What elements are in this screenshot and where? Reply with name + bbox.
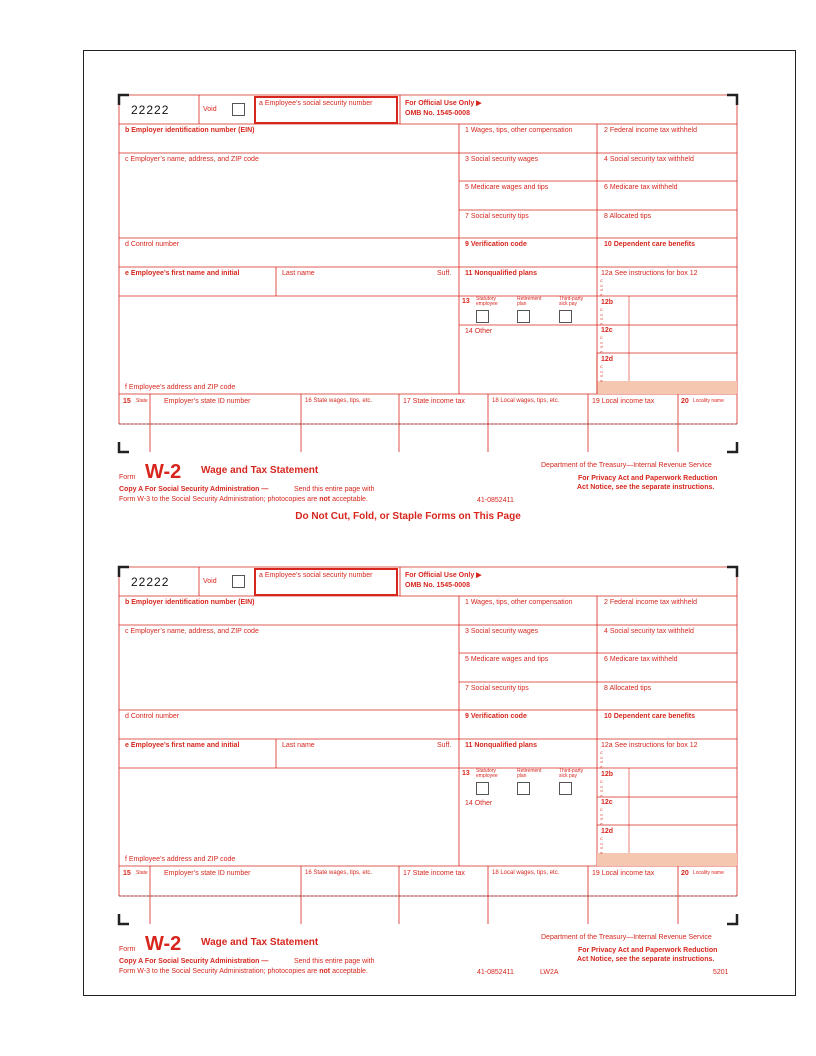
box13-label: 13 — [462, 298, 470, 305]
ssn-label: a Employee’s social security number — [259, 100, 373, 107]
ein-label[interactable]: b Employer identification number (EIN) — [125, 599, 255, 606]
instructions-not: not — [319, 968, 331, 975]
box14-label[interactable]: 14 Other — [465, 800, 493, 807]
instructions-post: acceptable. — [332, 496, 368, 503]
box12d-label[interactable]: 12d — [601, 356, 614, 363]
box20-number: 20 — [681, 398, 689, 405]
box7-label[interactable]: 7 Social security tips — [465, 685, 529, 692]
box15-state-label[interactable]: State — [136, 398, 148, 404]
thirdparty-checkbox[interactable] — [559, 782, 572, 795]
box12d-label[interactable]: 12d — [601, 828, 614, 835]
form-word: Form — [119, 946, 136, 953]
box5-label[interactable]: 5 Medicare wages and tips — [465, 656, 549, 663]
send-text: Send this entire page with — [294, 958, 375, 965]
box4-label[interactable]: 4 Social security tax withheld — [604, 628, 694, 635]
box12b-label[interactable]: 12b — [601, 299, 614, 306]
retirement-label: Retirement plan — [517, 768, 542, 780]
box15-state-label[interactable]: State — [136, 870, 148, 876]
official-use-label: For Official Use Only ▶ — [405, 572, 482, 579]
omb-number: OMB No. 1545-0008 — [405, 110, 470, 117]
box12c-label[interactable]: 12c — [601, 799, 613, 806]
box7-label[interactable]: 7 Social security tips — [465, 213, 529, 220]
w2-form-copy-top — [119, 95, 737, 435]
omb-number: OMB No. 1545-0008 — [405, 582, 470, 589]
code-vertical-label: C o d e — [600, 836, 603, 855]
box10-label[interactable]: 10 Dependent care benefits — [604, 241, 696, 248]
copy-a-label: Copy A For Social Security Administration — — [119, 486, 269, 493]
void-label: Void — [203, 106, 217, 113]
instructions-post: acceptable. — [332, 968, 368, 975]
control-number-label[interactable]: d Control number — [125, 713, 180, 720]
catalog-number: 41-0852411 — [477, 969, 514, 976]
box16-label[interactable]: 16 State wages, tips, etc. — [305, 398, 373, 404]
privacy-notice-2: Act Notice, see the separate instructions. — [577, 956, 715, 963]
box5-label[interactable]: 5 Medicare wages and tips — [465, 184, 549, 191]
box11-label[interactable]: 11 Nonqualified plans — [465, 270, 537, 277]
box17-label[interactable]: 17 State income tax — [403, 398, 465, 405]
employer-label[interactable]: c Employer’s name, address, and ZIP code — [125, 156, 259, 163]
w2-title: W-2 — [145, 933, 182, 955]
wage-tax-title: Wage and Tax Statement — [201, 465, 319, 476]
box15-number: 15 — [123, 870, 131, 877]
statutory-checkbox[interactable] — [476, 782, 489, 795]
box16-label[interactable]: 16 State wages, tips, etc. — [305, 870, 373, 876]
box20-locality-label[interactable]: Locality name — [693, 870, 724, 876]
catalog-number: 41-0852411 — [477, 497, 514, 504]
box3-label[interactable]: 3 Social security wages — [465, 156, 539, 163]
box20-number: 20 — [681, 870, 689, 877]
privacy-notice-1: For Privacy Act and Paperwork Reduction — [578, 475, 718, 482]
last-name-label[interactable]: Last name — [282, 742, 315, 749]
box20-locality-label[interactable]: Locality name — [693, 398, 724, 404]
box9-label[interactable]: 9 Verification code — [465, 241, 527, 248]
code-vertical-label: C o d e — [600, 307, 603, 326]
retirement-checkbox[interactable] — [517, 310, 530, 323]
retirement-label: Retirement plan — [517, 296, 542, 308]
box8-label[interactable]: 8 Allocated tips — [604, 213, 652, 220]
box12c-label[interactable]: 12c — [601, 327, 613, 334]
dept-treasury: Department of the Treasury—Internal Revenue Service — [541, 462, 712, 469]
ssn-label: a Employee’s social security number — [259, 572, 373, 579]
employee-first-name-label[interactable]: e Employee’s first name and initial — [125, 270, 240, 277]
w2-form-copy-bottom — [119, 567, 737, 907]
box4-label[interactable]: 4 Social security tax withheld — [604, 156, 694, 163]
statutory-label: Statutory employee — [476, 768, 498, 780]
box10-label[interactable]: 10 Dependent care benefits — [604, 713, 696, 720]
box1-label[interactable]: 1 Wages, tips, other compensation — [465, 599, 573, 606]
box19-label[interactable]: 19 Local income tax — [592, 398, 655, 405]
do-not-cut-notice: Do Not Cut, Fold, or Staple Forms on This Page — [295, 511, 521, 522]
box1-label[interactable]: 1 Wages, tips, other compensation — [465, 127, 573, 134]
box8-label[interactable]: 8 Allocated tips — [604, 685, 652, 692]
official-use-label: For Official Use Only ▶ — [405, 100, 482, 107]
code-vertical-label: C o d e — [600, 807, 603, 826]
instructions-line — [119, 496, 368, 503]
box18-label[interactable]: 18 Local wages, tips, etc. — [492, 398, 560, 404]
privacy-notice-2: Act Notice, see the separate instructions. — [577, 484, 715, 491]
dept-treasury: Department of the Treasury—Internal Revenue Service — [541, 934, 712, 941]
box6-label[interactable]: 6 Medicare tax withheld — [604, 184, 678, 191]
employee-first-name-label[interactable]: e Employee’s first name and initial — [125, 742, 240, 749]
suffix-label[interactable]: Suff. — [437, 270, 452, 277]
retirement-checkbox[interactable] — [517, 782, 530, 795]
form-code: 22222 — [131, 575, 170, 589]
code-vertical-label: C o d e — [600, 364, 603, 383]
thirdparty-checkbox[interactable] — [559, 310, 572, 323]
box19-label[interactable]: 19 Local income tax — [592, 870, 655, 877]
employee-address-label[interactable]: f Employee’s address and ZIP code — [125, 856, 236, 863]
lw2a-code: LW2A — [540, 969, 559, 976]
form-word: Form — [119, 474, 136, 481]
instructions-not: not — [319, 496, 331, 503]
box6-label[interactable]: 6 Medicare tax withheld — [604, 656, 678, 663]
void-checkbox[interactable] — [232, 575, 245, 588]
thirdparty-label: Third-party sick pay — [559, 296, 584, 308]
ein-label[interactable]: b Employer identification number (EIN) — [125, 127, 255, 134]
void-label: Void — [203, 578, 217, 585]
code-vertical-label: C o d e — [600, 779, 603, 798]
thirdparty-label: Third-party sick pay — [559, 768, 584, 780]
box17-label[interactable]: 17 State income tax — [403, 870, 465, 877]
last-name-label[interactable]: Last name — [282, 270, 315, 277]
form-code: 22222 — [131, 103, 170, 117]
box12a-label[interactable]: 12a See instructions for box 12 — [601, 742, 698, 749]
box14-label[interactable]: 14 Other — [465, 328, 493, 335]
suffix-label[interactable]: Suff. — [437, 742, 452, 749]
void-checkbox[interactable] — [232, 103, 245, 116]
instructions-pre: Form W-3 to the Social Security Administration; photocopies are — [119, 968, 318, 975]
employer-label[interactable]: c Employer’s name, address, and ZIP code — [125, 628, 259, 635]
box15-number: 15 — [123, 398, 131, 405]
page-code: 5201 — [713, 969, 729, 976]
box11-label[interactable]: 11 Nonqualified plans — [465, 742, 537, 749]
statutory-label: Statutory employee — [476, 296, 498, 308]
instructions-line — [119, 968, 368, 975]
control-number-label[interactable]: d Control number — [125, 241, 180, 248]
box3-label[interactable]: 3 Social security wages — [465, 628, 539, 635]
box12b-label[interactable]: 12b — [601, 771, 614, 778]
code-vertical-label: C o d e — [600, 335, 603, 354]
box9-label[interactable]: 9 Verification code — [465, 713, 527, 720]
box2-label[interactable]: 2 Federal income tax withheld — [604, 127, 697, 134]
box12a-label[interactable]: 12a See instructions for box 12 — [601, 270, 698, 277]
form-caption-bottom — [119, 934, 737, 992]
wage-tax-title: Wage and Tax Statement — [201, 937, 319, 948]
w2-title: W-2 — [145, 461, 182, 483]
send-text: Send this entire page with — [294, 486, 375, 493]
box18-label[interactable]: 18 Local wages, tips, etc. — [492, 870, 560, 876]
statutory-checkbox[interactable] — [476, 310, 489, 323]
copy-a-label: Copy A For Social Security Administration — — [119, 958, 269, 965]
code-vertical-label: C o d e — [600, 278, 603, 297]
box2-label[interactable]: 2 Federal income tax withheld — [604, 599, 697, 606]
box15-state-id-label[interactable]: Employer’s state ID number — [164, 870, 251, 877]
employee-address-label[interactable]: f Employee’s address and ZIP code — [125, 384, 236, 391]
box13-label: 13 — [462, 770, 470, 777]
code-vertical-label: C o d e — [600, 750, 603, 769]
box15-state-id-label[interactable]: Employer’s state ID number — [164, 398, 251, 405]
instructions-pre: Form W-3 to the Social Security Administration; photocopies are — [119, 496, 318, 503]
privacy-notice-1: For Privacy Act and Paperwork Reduction — [578, 947, 718, 954]
